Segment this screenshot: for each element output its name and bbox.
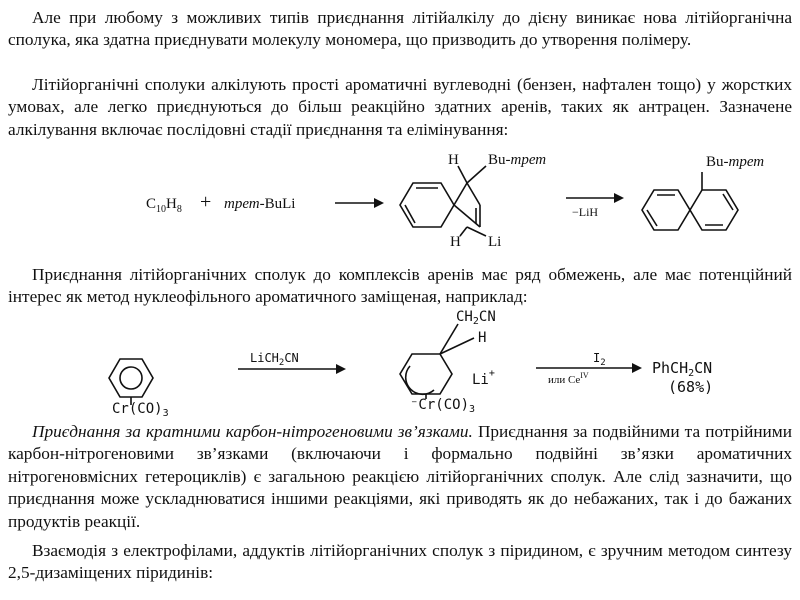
reaction-arrow-1	[335, 198, 384, 208]
ch2cn-label: $CH_2CN$	[456, 309, 496, 327]
reaction-scheme-1	[0, 148, 800, 260]
intermediate-bu-label: Bu-трет	[488, 152, 547, 168]
paragraph-4	[8, 421, 792, 533]
cyclohexadienyl-complex	[400, 324, 474, 399]
intermediate-li-label: Li	[488, 234, 502, 250]
naphthalene-product-structure	[642, 172, 738, 230]
section-heading-italic: Приєднання за кратними карбон-нітрогеновими зв’язками.	[32, 422, 473, 441]
benzene-chromium-complex	[109, 359, 153, 405]
arrow-1-label: LiCH$_2$CN	[250, 351, 299, 368]
anion-cr-label: $^-Cr(CO)_3$	[410, 397, 476, 415]
reaction-scheme-2	[0, 306, 800, 418]
intermediate-h-bottom: H	[450, 234, 461, 250]
reaction-arrow-2	[566, 193, 624, 203]
reagent-tbuli: трет-BuLi	[224, 196, 296, 212]
product-yield: (68%)	[668, 378, 714, 396]
plus-sign: +	[200, 191, 212, 213]
paragraph-2: Літійорганічні сполуки алкілують прості ароматичні вуглеводні (бензен, нафтален тощо) у жорстких умовах, але легко приєднуються до більш реакційно здатних аренів, таких як антрацен. Зазначене алкілування включає послідовні стадії приєднання та елімінування:	[8, 75, 792, 139]
arrow-2-bottom-label: или $Ce^{IV}$	[548, 371, 589, 386]
reactant-formula: $C_{10}H_8$	[146, 196, 182, 215]
dihydronaphthalene-structure	[400, 166, 486, 236]
product-formula: PhCH$_2$CN	[652, 359, 713, 379]
product-bu-label: Bu-трет	[706, 154, 765, 170]
intermediate-h-top: H	[448, 152, 459, 168]
reaction-arrow-1	[238, 364, 346, 374]
reaction-arrow-2	[536, 363, 642, 373]
paragraph-5: Взаємодія з електрофілами, аддуктів літійорганічних сполук з піридином, є зручним методом синтезу 2,5-дизаміщених піридинів:	[8, 541, 792, 583]
paragraph-4-body: Приєднання за подвійними та потрійними карбон-нітрогеновими зв’язками (включаючи і формально подвійні зв’язки ароматичних нітрогеновмісних гетероциклів) є загальною реакцією літійорганічних сполук. Але слід зазначити, що приєднання може ускладнюватися іншими реакціями, які приводять як до небажаних, так і до бажаних продуктів реакції.	[8, 422, 792, 531]
h-label: H	[478, 330, 487, 346]
arrow-2-label: −LiH	[572, 205, 599, 219]
paragraph-1: Але при любому з можливих типів приєднання літійалкілу до дієну виникає нова літійорганічна сполука, яка здатна приєднувати молекулу мономера, що призводить до утворення полімеру.	[8, 8, 792, 50]
lithium-cation-label: Li+	[472, 368, 495, 388]
arrow-2-top-label: $I_2$	[593, 351, 606, 368]
complex-cr-label: $Cr(CO)_3$	[112, 401, 169, 418]
paragraph-3: Приєднання літійорганічних сполук до комплексів аренів має ряд обмежень, але має потенційний інтерес як метод нуклеофільного ароматичного заміщеная, наприклад:	[8, 265, 792, 307]
